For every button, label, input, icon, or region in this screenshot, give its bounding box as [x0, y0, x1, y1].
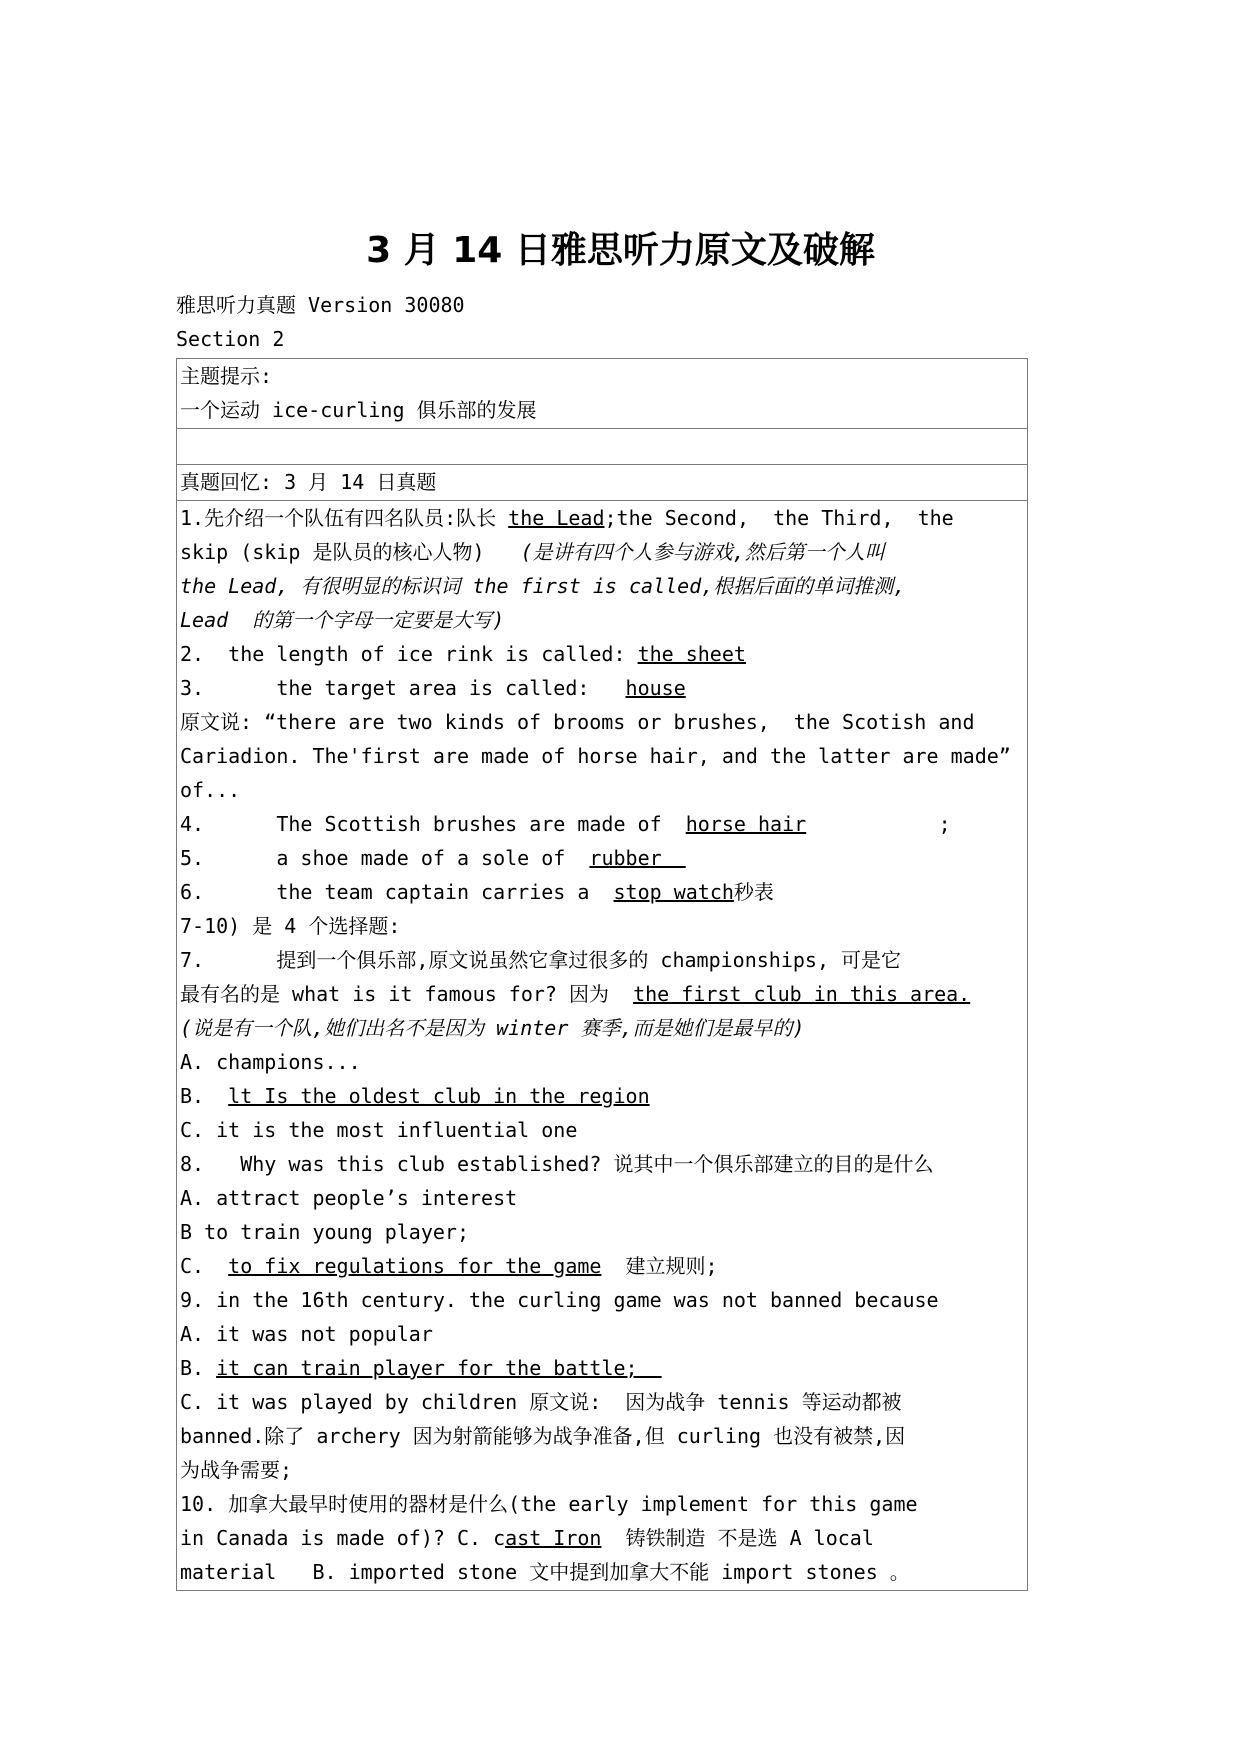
- recall-line: [177, 773, 1027, 807]
- recall-line: [177, 1079, 1027, 1113]
- recall-line: [177, 1317, 1027, 1351]
- recall-line: [177, 841, 1027, 875]
- line-text: 最有名的是 what is it famous for? 因为: [180, 982, 634, 1006]
- blank-row: [177, 429, 1027, 465]
- recall-line: [177, 1283, 1027, 1317]
- line-text: Cariadion. The'first are made of horse hair, and the latter are made”: [180, 744, 1011, 768]
- line-text: ;the Second, the Third, the: [604, 506, 954, 530]
- line-text: 10. 加拿大最早时使用的器材是什么(the early implement for this game: [180, 1492, 918, 1516]
- subtitle: 雅思听力真题 Version 30080: [176, 293, 465, 317]
- line-text: A. attract people’s interest: [180, 1186, 518, 1210]
- recall-line: [177, 807, 1027, 841]
- topic-row: [177, 359, 1027, 429]
- recall-header-row: [177, 465, 1027, 501]
- recall-line: [177, 909, 1027, 943]
- recall-line: [177, 1351, 1027, 1385]
- answer-text: the first club in this area.: [633, 982, 971, 1006]
- line-text: of...: [180, 778, 241, 802]
- line-text: C. it is the most influential one: [180, 1118, 578, 1142]
- line-text: 6. the team captain carries a: [180, 880, 614, 904]
- line-text: ;: [806, 812, 951, 836]
- recall-line: [177, 1215, 1027, 1249]
- recall-line: [177, 875, 1027, 909]
- line-text: 7. 提到一个俱乐部,原文说虽然它拿过很多的 championships, 可是它: [180, 948, 902, 972]
- recall-line: [177, 1249, 1027, 1283]
- recall-header: 真题回忆: 3 月 14 日真题: [180, 470, 437, 494]
- recall-line: [177, 1113, 1027, 1147]
- line-text: 建立规则;: [601, 1254, 718, 1278]
- recall-line: [177, 977, 1027, 1011]
- line-text: 铸铁制造 不是选 A local: [601, 1526, 874, 1550]
- recall-line: [177, 1487, 1027, 1521]
- line-text: in Canada is made of)? C. c: [180, 1526, 506, 1550]
- topic-label: 主题提示:: [180, 364, 273, 388]
- recall-line: [177, 569, 1027, 603]
- line-text: 2. the length of ice rink is called:: [180, 642, 638, 666]
- recall-line: [177, 705, 1027, 739]
- line-text: 8. Why was this club established? 说其中一个俱乐部建立的目的是什么: [180, 1152, 934, 1176]
- answer-text: rubber: [589, 846, 686, 870]
- answer-text: the sheet: [637, 642, 746, 666]
- line-text: 1.先介绍一个队伍有四名队员:队长: [180, 506, 509, 530]
- recall-line: [177, 637, 1027, 671]
- line-text: A. champions...: [180, 1050, 361, 1074]
- line-text: A. it was not popular: [180, 1322, 433, 1346]
- page-title: 3 月 14 日雅思听力原文及破解: [366, 230, 875, 271]
- note-text: (说是有一个队,她们出名不是因为 winter 赛季,而是她们是最早的): [180, 1016, 805, 1040]
- section-label: Section 2: [176, 327, 285, 351]
- answer-text: to fix regulations for the game: [228, 1254, 602, 1278]
- recall-line: [177, 943, 1027, 977]
- blank-cell: [177, 429, 1027, 463]
- answer-text: ast Iron: [505, 1526, 602, 1550]
- line-text: banned.除了 archery 因为射箭能够为战争准备,但 curling 也没有被禁,因: [180, 1424, 906, 1448]
- recall-line: [177, 1147, 1027, 1181]
- note-text: (是讲有四个人参与游戏,然后第一个人叫: [520, 540, 885, 564]
- line-text: C.: [180, 1254, 229, 1278]
- line-text: B.: [180, 1084, 229, 1108]
- line-text: 4. The Scottish brushes are made of: [180, 812, 686, 836]
- recall-line: [177, 1419, 1027, 1453]
- recall-line: [177, 1181, 1027, 1215]
- recall-line: [177, 671, 1027, 705]
- answer-text: lt Is the oldest club in the region: [228, 1084, 650, 1108]
- recall-line: [177, 1521, 1027, 1555]
- line-text: 原文说: “there are two kinds of brooms or brushes, the Scotish and: [180, 710, 975, 734]
- line-text: 3. the target area is called:: [180, 676, 626, 700]
- recall-line: [177, 1045, 1027, 1079]
- answer-text: stop watch: [613, 880, 734, 904]
- line-text: material B. imported stone 文中提到加拿大不能 import stones 。: [180, 1560, 910, 1584]
- recall-body: [177, 501, 1027, 1590]
- answer-text: it can train player for the battle;: [216, 1356, 662, 1380]
- recall-line: [177, 739, 1027, 773]
- note-text: the Lead, 有很明显的标识词 the first is called,根据后面的单词推测,: [180, 574, 906, 598]
- recall-line: [177, 1011, 1027, 1045]
- line-text: 秒表: [733, 880, 774, 904]
- line-text: 为战争需要;: [180, 1458, 293, 1482]
- recall-line: [177, 1385, 1027, 1419]
- line-text: 9. in the 16th century. the curling game was not banned because: [180, 1288, 939, 1312]
- line-text: skip (skip 是队员的核心人物): [180, 540, 521, 564]
- line-text: 5. a shoe made of a sole of: [180, 846, 590, 870]
- recall-line: [177, 501, 1027, 535]
- recall-line: [177, 1555, 1027, 1589]
- recall-line: [177, 603, 1027, 637]
- recall-line: [177, 1453, 1027, 1487]
- line-text: C. it was played by children 原文说: 因为战争 tennis 等运动都被: [180, 1390, 902, 1414]
- content-table: [176, 358, 1028, 1591]
- answer-text: horse hair: [685, 812, 807, 836]
- topic-text: 一个运动 ice-curling 俱乐部的发展: [180, 398, 537, 422]
- answer-text: the Lead: [508, 506, 605, 530]
- recall-line: [177, 535, 1027, 569]
- line-text: B.: [180, 1356, 217, 1380]
- line-text: 7-10) 是 4 个选择题:: [180, 914, 401, 938]
- line-text: B to train young player;: [180, 1220, 469, 1244]
- answer-text: house: [625, 676, 686, 700]
- note-text: Lead 的第一个字母一定要是大写): [180, 608, 505, 632]
